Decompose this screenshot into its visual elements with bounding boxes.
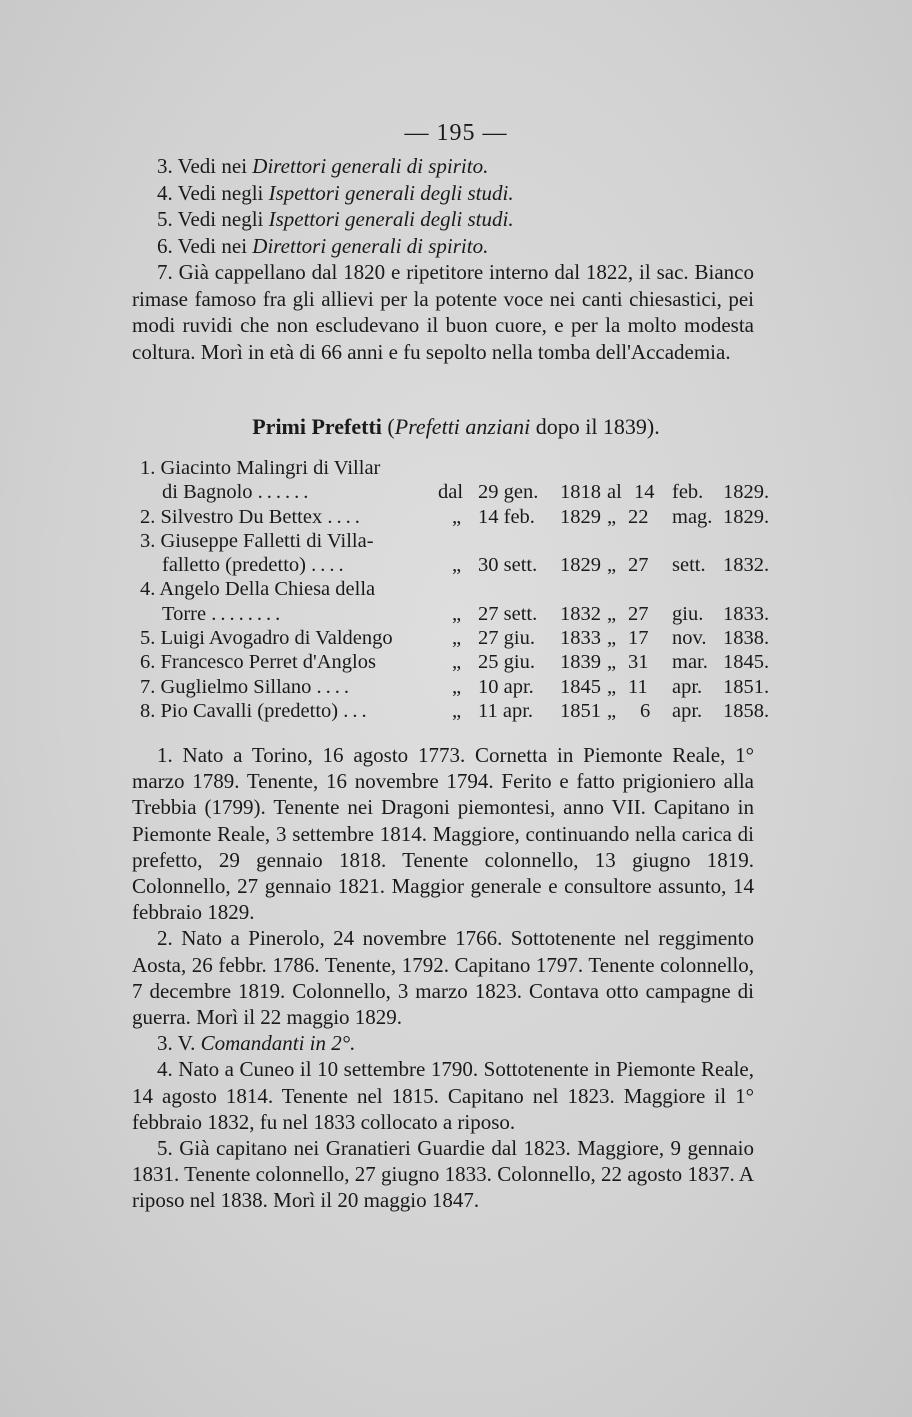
- list-item: 4. Angelo Della Chiesa della: [140, 578, 376, 601]
- footnote-4b: 4. Nato a Cuneo il 10 settembre 1790. Sottotenente in Piemonte Reale, 14 agosto 1814. Tenente nel 1815. Capitano nel 1823. Maggiore il 1° febbraio 1832, fu nel 1833 collocato a riposo.: [132, 1057, 754, 1134]
- top-footnotes: [132, 153, 754, 365]
- footnote-2: 2. Nato a Pinerolo, 24 novembre 1766. Sottotenente nel reggimento Aosta, 26 febbr. 1786. Tenente, 1792. Capitano 1797. Tenente colonnello, 7 decembre 1819. Colonnello, 3 marzo 1823. Contava otto campagne di guerra. Morì il 22 maggio 1829.: [132, 926, 754, 1030]
- list-item: 1. Giacinto Malingri di Villar: [140, 457, 381, 479]
- list-item: 2. Silvestro Du Bettex .... „ 14 feb. 1829 „ 22 mag. 1829.: [140, 505, 770, 528]
- footnote-6: 6. Vedi nei Direttori generali di spirito.: [157, 233, 489, 258]
- footnote-1: 1. Nato a Torino, 16 agosto 1773. Cornetta in Piemonte Reale, 1° marzo 1789. Tenente, 16 novembre 1794. Ferito e fatto prigioniero alla Trebbia (1799). Tenente nei Dragoni piemontesi, anno VII. Capitano in Piemonte Reale, 3 settembre 1814. Maggiore, continuando nella carica di prefetto, 29 gennaio 1818. Tenente colonnello, 13 giugno 1819. Colonnello, 27 gennaio 1821. Maggior generale e consultore assunto, 14 febbraio 1829.: [132, 743, 754, 925]
- list-item: 7. Guglielmo Sillano .... „ 10 apr. 1845 „ 11 apr. 1851.: [140, 675, 770, 698]
- list-item: 6. Francesco Perret d'Anglos „ 25 giu. 1839 „ 31 mar. 1845.: [140, 651, 770, 674]
- list-item: 8. Pio Cavalli (predetto) ... „ 11 apr. 1851 „ 6 apr. 1858.: [140, 699, 770, 722]
- footnote-5b: 5. Già capitano nei Granatieri Guardie dal 1823. Maggiore, 9 gennaio 1831. Tenente colonnello, 27 giugno 1833. Colonnello, 22 agosto 1837. A riposo nel 1838. Morì il 20 maggio 1847.: [132, 1136, 754, 1213]
- list-item: 5. Luigi Avogadro di Valdengo „ 27 giu. 1833 „ 17 nov. 1838.: [140, 627, 770, 650]
- list-item-cont: falletto (predetto) .... „ 30 sett. 1829 „ 27 sett. 1832.: [162, 554, 770, 577]
- footnote-3b: 3. V. Comandanti in 2°.: [157, 1031, 356, 1056]
- list-item-cont: Torre ........ „ 27 sett. 1832 „ 27 giu. 1833.: [162, 602, 770, 625]
- footnote-4: 4. Vedi negli Ispettori generali degli studi.: [157, 180, 514, 205]
- prefects-list: [140, 456, 770, 723]
- page-number: — 195 —: [404, 120, 508, 146]
- footnote-5: 5. Vedi negli Ispettori generali degli studi.: [157, 207, 514, 231]
- bottom-footnotes: [132, 742, 754, 1214]
- section-title: Primi Prefetti (Prefetti anziani dopo il 1839).: [252, 414, 660, 439]
- list-item: 3. Giuseppe Falletti di Villa-: [140, 529, 374, 552]
- list-item-cont: di Bagnolo ...... dal 29 gen. 1818 al 14 feb. 1829.: [162, 481, 770, 504]
- footnote-3: 3. Vedi nei Direttori generali di spirito.: [157, 154, 489, 178]
- footnote-7: 7. Già cappellano dal 1820 e ripetitore interno dal 1822, il sac. Bianco rimase famoso fra gli allievi per la potente voce nei canti chiesastici, pei modi ruvidi che non escludevano il buon cuore, e per la molto modesta coltura. Morì in età di 66 anni e fu sepolto nella tomba dell'Accademia.: [132, 260, 754, 364]
